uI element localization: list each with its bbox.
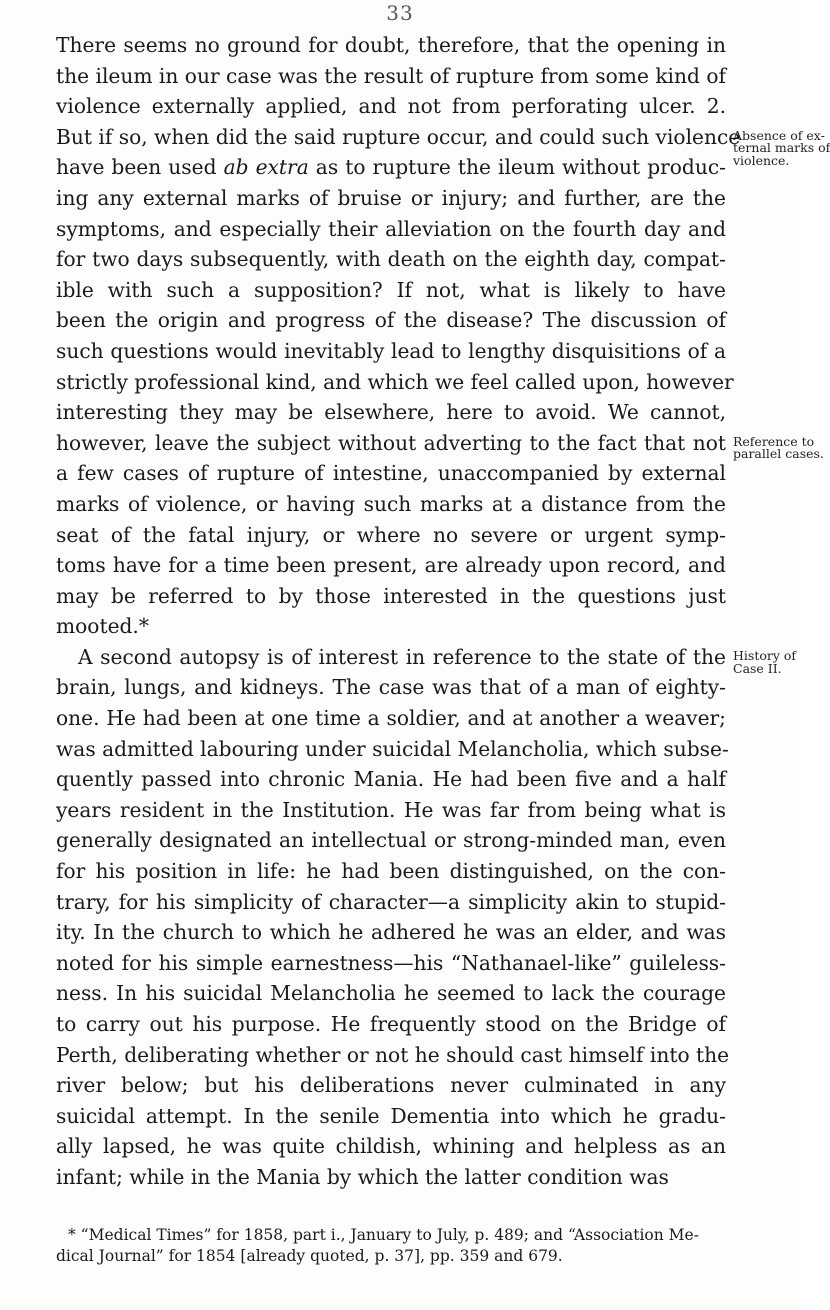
footnote-line: * “Medical Times” for 1858, part i., January to July, p. 489; and “Association Me- — [68, 1226, 699, 1244]
text-line: one. He had been at one time a soldier, and at another a weaver; — [56, 706, 726, 731]
text-line: symptoms, and especially their alleviation on the fourth day and — [56, 216, 726, 241]
text-line: ing any external marks of bruise or injury; and further, are the — [56, 185, 726, 210]
text-line: toms have for a time been present, are already upon record, and — [56, 553, 726, 578]
text-line: interesting they may be elsewhere, here to avoid. We cannot, — [56, 400, 726, 425]
text-line: Perth, deliberating whether or not he should cast himself into the — [56, 1042, 730, 1067]
text-line: brain, lungs, and kidneys. The case was that of a man of eighty- — [56, 675, 726, 700]
margin-note-line: violence. — [733, 152, 790, 168]
text-line: suicidal attempt. In the senile Dementia into which he gradu- — [56, 1103, 726, 1128]
text-line: strictly professional kind, and which we feel called upon, however — [56, 369, 734, 394]
body-text — [56, 30, 741, 1193]
margin-note-line: Case II. — [733, 660, 782, 676]
text-line: trary, for his simplicity of character—a simplicity akin to stupid- — [56, 889, 726, 914]
text-line: seat of the fatal injury, or where no severe or urgent symp- — [56, 522, 726, 547]
footnote — [56, 1225, 726, 1267]
text-line: river below; but his deliberations never culminated in any — [56, 1073, 726, 1098]
text-line: ally lapsed, he was quite childish, whining and helpless as an — [56, 1134, 726, 1159]
text-line: marks of violence, or having such marks at a distance from the — [56, 491, 726, 516]
text-line: noted for his simple earnestness—his “Nathanael-like” guileless- — [56, 950, 726, 975]
text-line: to carry out his purpose. He frequently stood on the Bridge of — [56, 1012, 726, 1036]
margin-note-line: History of — [733, 648, 797, 663]
margin-note — [733, 433, 824, 462]
italic-phrase: ab extra — [223, 155, 309, 180]
text-line: A second autopsy is of interest in reference to the state of the — [78, 644, 726, 669]
margin-note-line: parallel cases. — [733, 446, 824, 462]
margin-note-line: ternal marks of — [733, 140, 830, 156]
margin-note-line: Absence of ex- — [733, 127, 825, 143]
margin-note — [733, 127, 830, 168]
text-line: a few cases of rupture of intestine, unaccompanied by external — [56, 461, 726, 486]
text-line: ity. In the church to which he adhered he was an elder, and was — [56, 920, 726, 945]
text-line: mooted.* — [56, 614, 149, 639]
text-line: the ileum in our case was the result of rupture from some kind of — [56, 63, 726, 88]
footnote-line: dical Journal” for 1854 [already quoted, p. 37], pp. 359 and 679. — [56, 1247, 563, 1265]
text-line: But if so, when did the said rupture occur, and could such violence — [56, 124, 741, 149]
text-line: quently passed into chronic Mania. He had been five and a half — [56, 767, 726, 792]
text-line: such questions would inevitably lead to lengthy disquisitions of a — [56, 338, 726, 363]
text-line: been the origin and progress of the disease? The discussion of — [56, 308, 726, 333]
text-line: have been used ab extra as to rupture the ileum without produc- — [56, 155, 726, 180]
text-line: violence externally applied, and not from perforating ulcer. 2. — [56, 94, 726, 119]
text-line: ible with such a supposition? If not, what is likely to have — [56, 277, 726, 302]
text-line: infant; while in the Mania by which the latter condition was — [56, 1164, 669, 1189]
margin-note-line: Reference to — [733, 433, 815, 449]
margin-note — [733, 650, 803, 675]
text-line: generally designated an intellectual or strong-minded man, even — [56, 828, 726, 853]
text-line: ness. In his suicidal Melancholia he seemed to lack the courage — [56, 981, 726, 1006]
text-line: for two days subsequently, with death on the eighth day, compat- — [56, 247, 726, 272]
text-line: years resident in the Institution. He was far from being what is — [56, 797, 726, 822]
text-line: may be referred to by those interested in the questions just — [56, 583, 726, 608]
text-line: was admitted labouring under suicidal Melancholia, which subse- — [56, 736, 729, 761]
text-line: however, leave the subject without adverting to the fact that not — [56, 430, 726, 455]
text-line: for his position in life: he had been distinguished, on the con- — [56, 859, 726, 884]
page-number: 33 — [386, 1, 414, 25]
text-line: There seems no ground for doubt, therefore, that the opening in — [56, 33, 726, 57]
